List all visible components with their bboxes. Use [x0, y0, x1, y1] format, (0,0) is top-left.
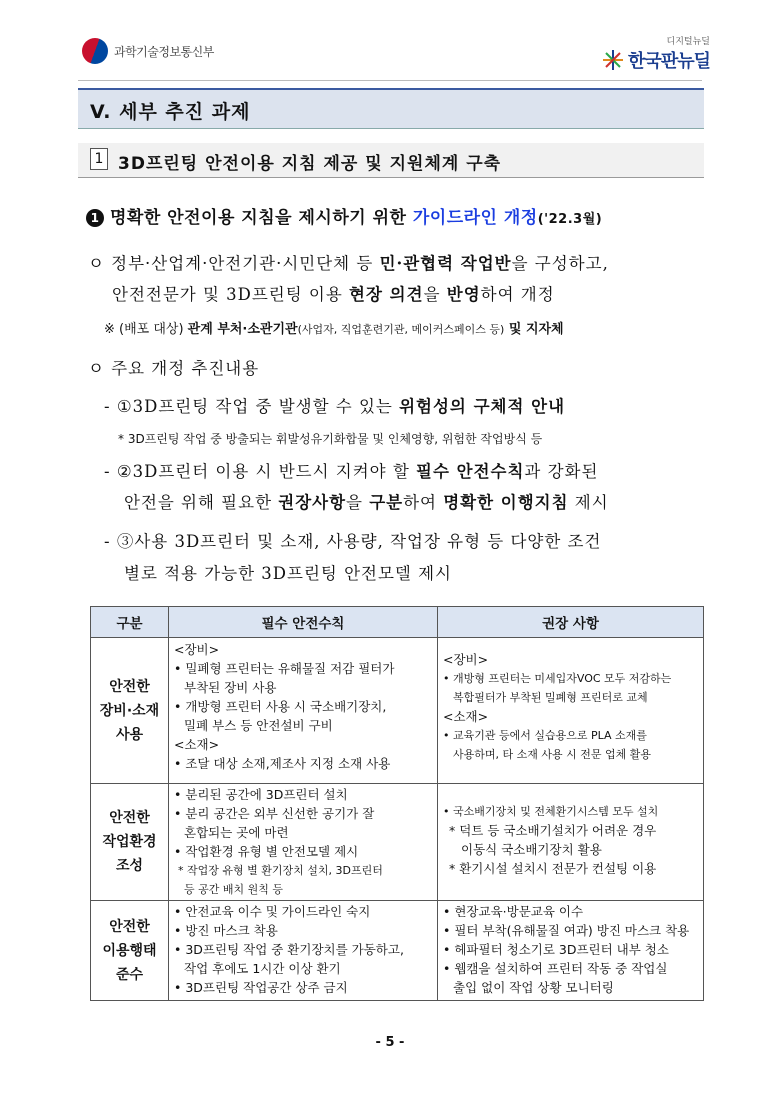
cat-line: 안전한: [109, 918, 150, 935]
para2-title: ㅇ 주요 개정 추진내용: [88, 359, 260, 378]
cell-line: <소재>: [443, 709, 489, 724]
cell-line: • 분리된 공간에 3D프린터 설치: [174, 787, 348, 802]
subsection-title-bar: [78, 143, 704, 178]
cell-line: <소재>: [174, 737, 220, 752]
cell-line: <장비>: [443, 652, 489, 667]
table-row: [91, 901, 704, 1001]
para2-item2-line2: [124, 489, 609, 513]
emphasis: 관계 부처·소관기관: [187, 322, 298, 337]
cell-line: * 작업장 유형 별 환기장치 설치, 3D프린터: [178, 864, 383, 877]
emphasis: 명확한 이행지침: [443, 493, 569, 512]
cat-line: 이용행태: [102, 942, 157, 959]
emphasis: 현장 의견: [349, 285, 424, 304]
cell-line: • 작업환경 유형 별 안전모델 제시: [174, 844, 359, 859]
text: - ②3D프린터 이용 시 반드시 지켜야 할: [104, 462, 417, 481]
text: 을: [423, 285, 447, 304]
cell-line: * 덕트 등 국소배기설치가 어려운 경우: [449, 823, 657, 838]
cell-line: • 밀폐형 프린터는 유해물질 저감 필터가: [174, 661, 395, 676]
cell-line: • 조달 대상 소재,제조사 지정 소재 사용: [174, 756, 391, 771]
brand-name: 한국판뉴딜: [628, 51, 710, 72]
row-category: [91, 901, 169, 1001]
emphasis: 권장사항: [278, 493, 347, 512]
table-header: 필수 안전수칙: [169, 607, 438, 638]
cell-line: • 개방형 프린터 사용 시 국소배기장치,: [174, 699, 387, 714]
cell-line: 작업 후에도 1시간 이상 환기: [184, 961, 341, 976]
cell-line: • 3D프린팅 작업 중 환기장치를 가동하고,: [174, 942, 404, 957]
page-number: - 5 -: [375, 1035, 405, 1050]
cat-line: 장비·소재: [99, 702, 160, 719]
recommended-cell: [438, 638, 704, 784]
cell-line: • 교육기관 등에서 실습용으로 PLA 소재를: [443, 729, 647, 742]
recommended-cell: [438, 901, 704, 1001]
cat-line: 준수: [115, 966, 144, 983]
cell-line: 출입 없이 작업 상황 모니터링: [453, 980, 614, 995]
text: - ①3D프린팅 작업 중 발생할 수 있는: [104, 397, 400, 416]
para1-line2: [112, 281, 555, 305]
text: 제시: [568, 493, 609, 512]
cat-line: 안전한: [109, 810, 150, 826]
cell-line: • 3D프린팅 작업공간 상주 금지: [174, 980, 348, 995]
para1-note: [104, 318, 564, 337]
subsection-number: 1: [90, 148, 108, 170]
table-header-row: [91, 607, 704, 638]
text: ㅇ 정부·산업계·안전기관·시민단체 등: [88, 254, 380, 273]
ministry-name: 과학기술정보통신부: [114, 44, 214, 59]
emphasis: 및 지자체: [504, 322, 564, 337]
taegeuk-icon: [82, 38, 108, 64]
table-row: [91, 638, 704, 784]
cell-line: * 환기시설 설치시 전문가 컨설팅 이용: [449, 861, 657, 876]
para2-item1: [104, 393, 565, 417]
text: 을: [346, 493, 370, 512]
emphasis: 반영: [446, 285, 481, 304]
emphasis: 구분: [369, 493, 404, 512]
text: 안전을 위해 필요한: [124, 493, 279, 512]
required-cell: [169, 638, 438, 784]
cell-line: 밀폐 부스 등 안전설비 구비: [184, 718, 333, 733]
ministry-logo: [82, 38, 214, 64]
table-row: [91, 784, 704, 901]
cell-line: <장비>: [174, 642, 220, 657]
emphasis: 필수 안전수칙: [416, 462, 525, 481]
main-heading: [86, 203, 602, 228]
cell-line: 이동식 국소배기장치 활용: [461, 842, 602, 857]
safety-guideline-table: [90, 606, 704, 1001]
emphasis: 민·관협력 작업반: [379, 254, 512, 273]
emphasis: 위험성의 구체적 안내: [399, 397, 566, 416]
cell-line: • 헤파필터 청소기로 3D프린터 내부 청소: [443, 942, 669, 957]
cat-line: 조성: [115, 858, 144, 874]
required-cell: [169, 901, 438, 1001]
heading-date: ('22.3월): [537, 212, 603, 227]
text: 과 강화된: [524, 462, 599, 481]
cell-line: • 현장교육·방문교육 이수: [443, 904, 584, 919]
para1-line1: [88, 250, 609, 274]
cell-line: 등 공간 배치 원칙 등: [184, 883, 283, 896]
text: (사업자, 직업훈련기관, 메이커스페이스 등): [297, 323, 505, 336]
row-category: [91, 784, 169, 901]
section-title: V. 세부 추진 과제: [90, 101, 251, 123]
recommended-cell: [438, 784, 704, 901]
heading-bullet: 1: [86, 209, 104, 227]
cell-line: • 안전교육 이수 및 가이드라인 숙지: [174, 904, 371, 919]
para2-item3-line2: 별로 적용 가능한 3D프린팅 안전모델 제시: [124, 564, 452, 583]
cell-line: 부착된 장비 사용: [184, 680, 277, 695]
cell-line: • 국소배기장치 및 전체환기시스템 모두 설치: [443, 805, 659, 818]
text: ※ (배포 대상): [104, 322, 188, 337]
cat-line: 사용: [115, 726, 144, 743]
text: 하여 개정: [480, 285, 555, 304]
row-category: [91, 638, 169, 784]
table-header: 권장 사항: [438, 607, 704, 638]
header-divider: [78, 80, 702, 81]
text: 하여: [403, 493, 444, 512]
cat-line: 안전한: [109, 678, 150, 695]
para2-item3-line1: - ③사용 3D프린터 및 소재, 사용량, 작업장 유형 등 다양한 조건: [104, 532, 602, 551]
required-cell: [169, 784, 438, 901]
cell-line: 혼합되는 곳에 마련: [184, 825, 289, 840]
heading-highlight: 가이드라인 개정: [412, 208, 538, 228]
cell-line: • 방진 마스크 착용: [174, 923, 278, 938]
cell-line: • 웹캠을 설치하여 프린터 작동 중 작업실: [443, 961, 668, 976]
cell-line: • 분리 공간은 외부 신선한 공기가 잘: [174, 806, 375, 821]
brand-logo: [602, 34, 710, 73]
cell-line: • 개방형 프린터는 미세입자VOC 모두 저감하는: [443, 672, 672, 685]
text: 을 구성하고,: [511, 254, 609, 273]
subsection-title: 3D프린팅 안전이용 지침 제공 및 지원체계 구축: [118, 154, 502, 174]
para2-item1-note: * 3D프린팅 작업 중 방출되는 휘발성유기화합물 및 인체영향, 위험한 작업방식 등: [118, 432, 543, 446]
cell-line: 복합필터가 부착된 밀폐형 프린터로 교체: [453, 691, 648, 704]
sparkle-icon: [602, 49, 624, 71]
brand-small: 디지털뉴딜: [666, 37, 710, 47]
cell-line: 사용하며, 타 소재 사용 시 전문 업체 활용: [453, 748, 651, 761]
para2-item2-line1: [104, 458, 598, 482]
cat-line: 작업환경: [102, 834, 157, 850]
heading-text: 명확한 안전이용 지침을 제시하기 위한: [110, 208, 413, 228]
section-title-bar: [78, 88, 704, 129]
text: 안전전문가 및 3D프린팅 이용: [112, 285, 350, 304]
table-header: 구분: [91, 607, 169, 638]
cell-line: • 필터 부착(유해물질 여과) 방진 마스크 착용: [443, 923, 690, 938]
